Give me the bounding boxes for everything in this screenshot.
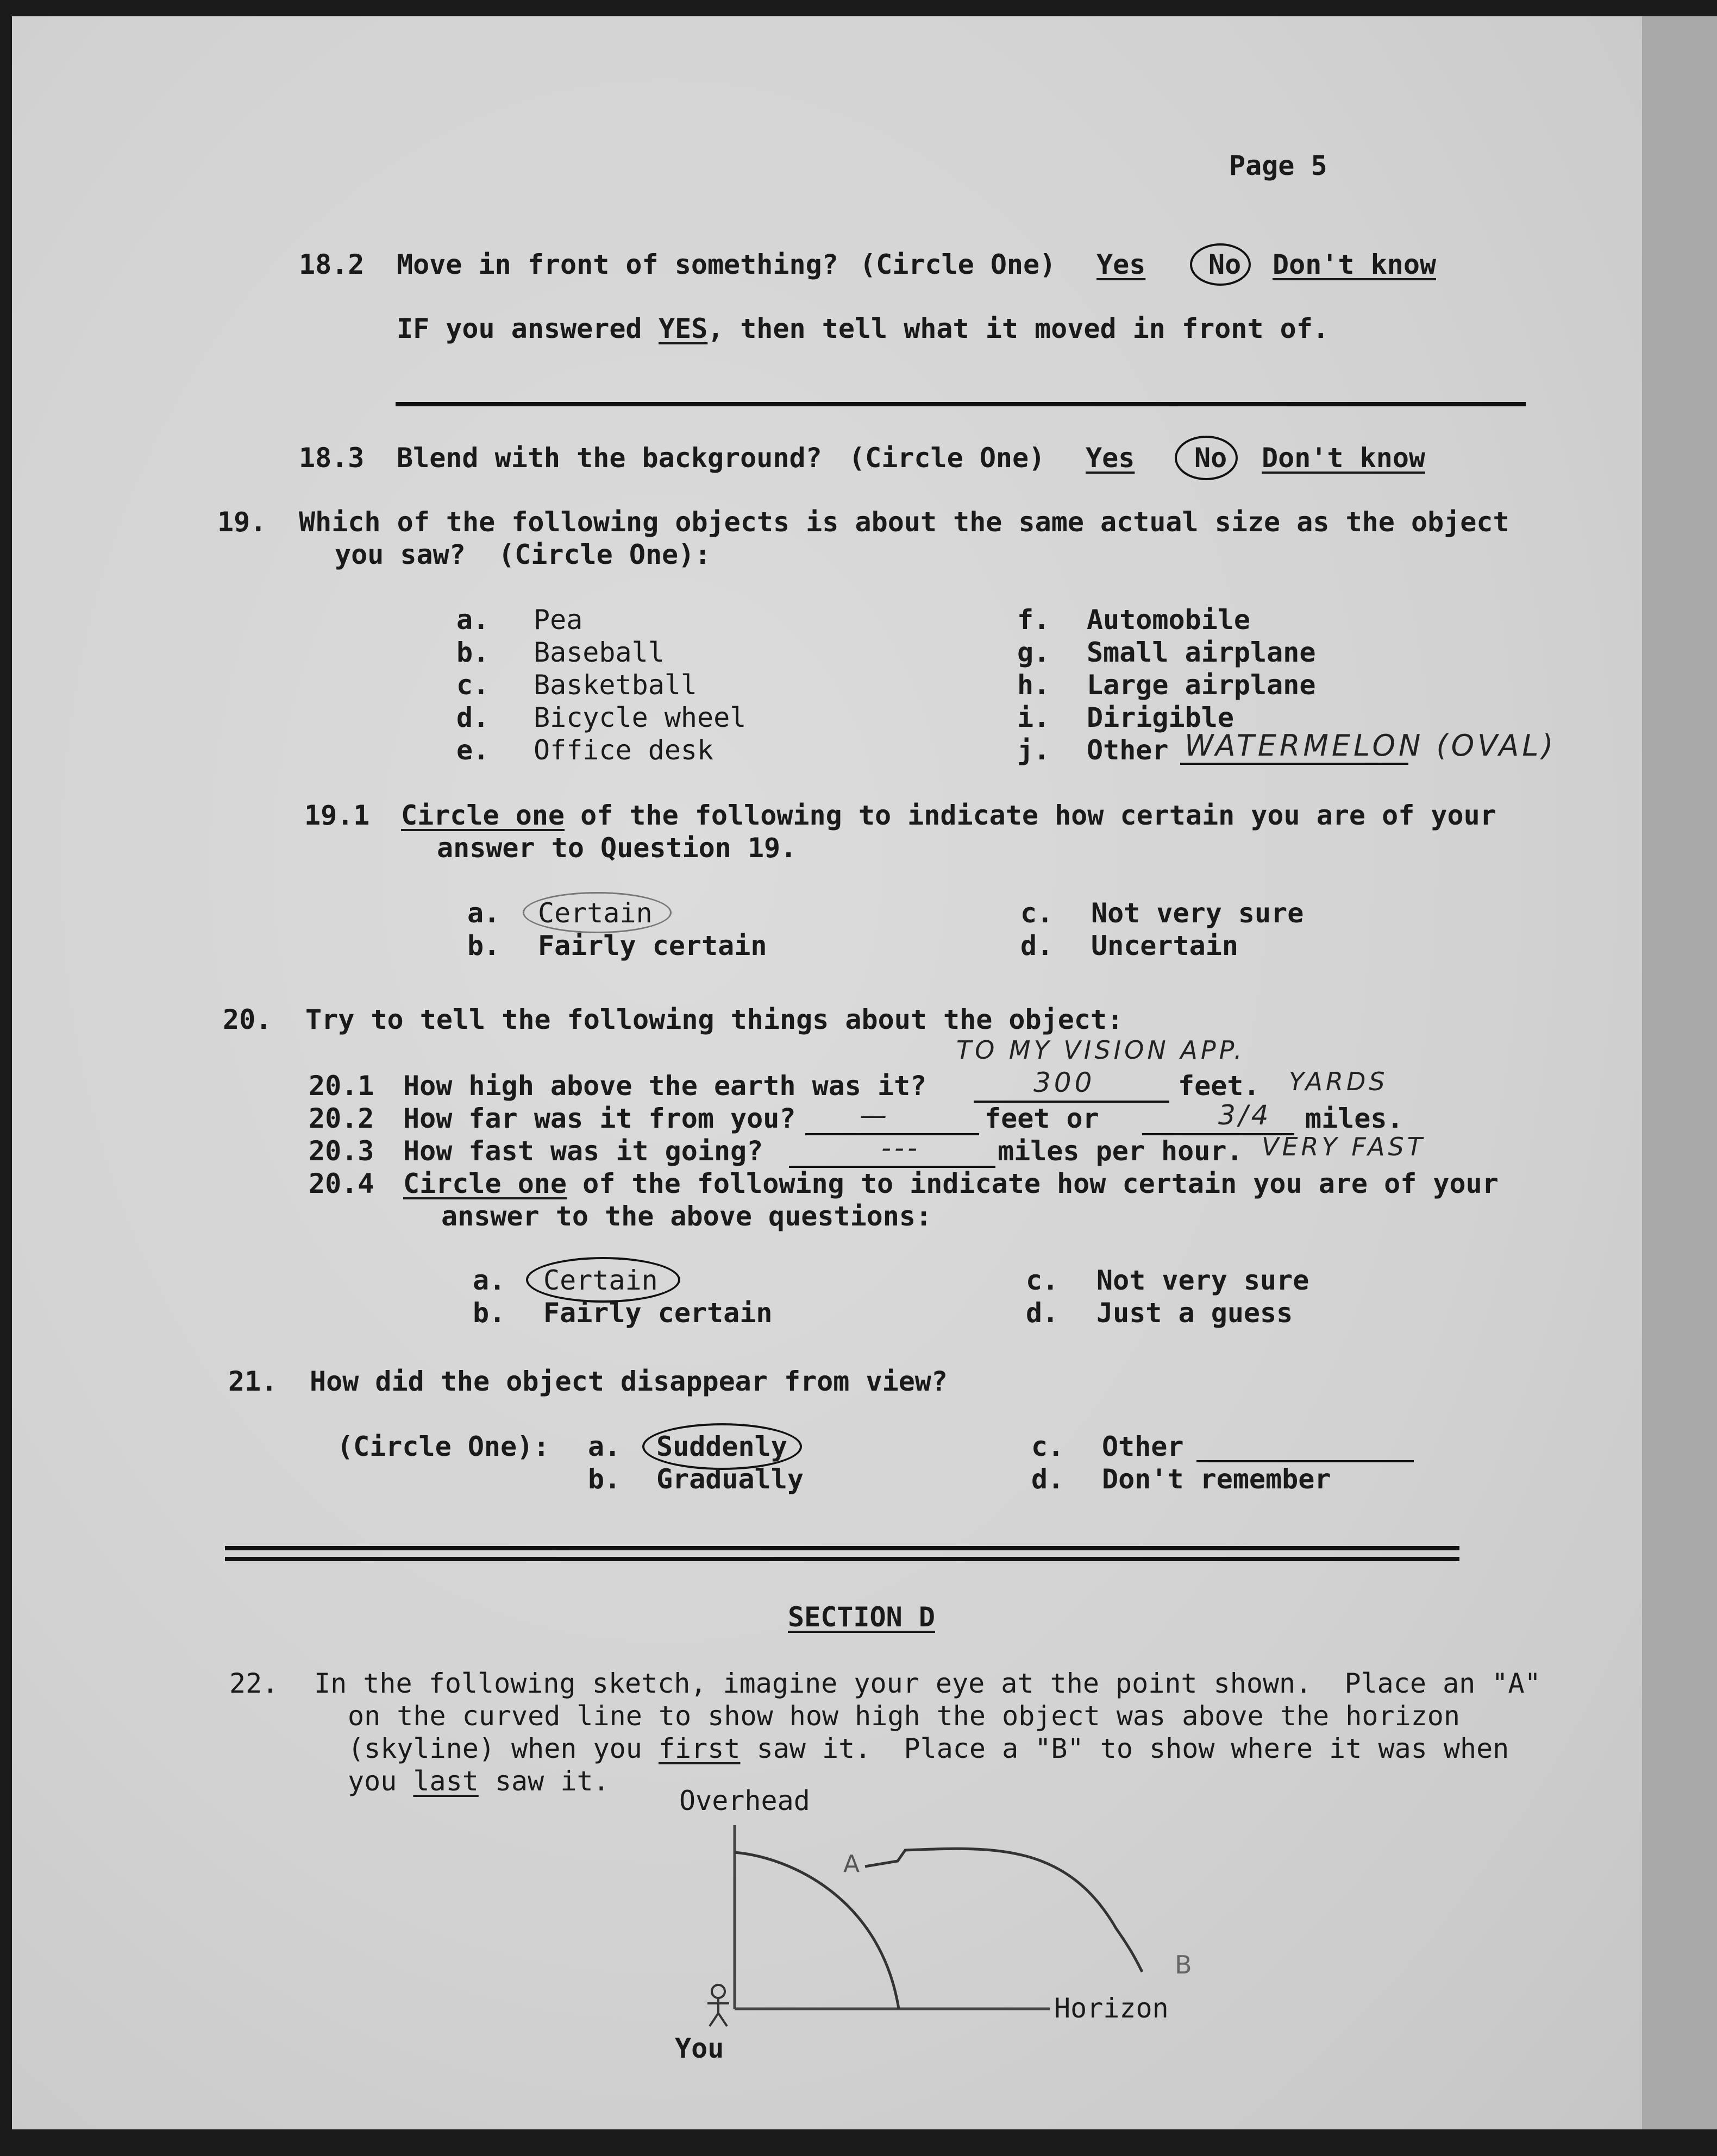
q20-number: 20. <box>223 1004 272 1035</box>
q19-opt-e-letter: e. <box>456 734 490 766</box>
q19-opt-b[interactable]: Baseball <box>534 637 665 668</box>
sketch-label-you: You <box>675 2033 724 2064</box>
q18-3-no[interactable]: No <box>1194 442 1227 474</box>
q18-3-yes[interactable]: Yes <box>1086 442 1135 474</box>
q20-3-number: 20.3 <box>309 1135 374 1167</box>
q19-opt-i[interactable]: Dirigible <box>1087 702 1234 733</box>
q20-3-value[interactable]: --- <box>881 1132 921 1164</box>
q18-3-dontknow[interactable]: Don't know <box>1262 442 1426 474</box>
q19-opt-d[interactable]: Bicycle wheel <box>534 702 747 733</box>
q19-1-number: 19.1 <box>304 800 370 831</box>
sketch-arc-a <box>735 1852 899 2009</box>
q19-1-opt-a[interactable]: Certain <box>538 897 653 929</box>
q18-2-yes[interactable]: Yes <box>1096 249 1146 280</box>
q20-4-opt-d[interactable]: Just a guess <box>1096 1297 1293 1329</box>
q19-opt-g[interactable]: Small airplane <box>1087 637 1316 668</box>
q20-4-opt-a[interactable]: Certain <box>543 1265 658 1296</box>
q18-3-number: 18.3 <box>299 442 365 474</box>
sketch-diagram[interactable] <box>12 16 1642 2129</box>
q20-3-handwritten: VERY FAST <box>1262 1132 1426 1161</box>
q19-opt-c[interactable]: Basketball <box>534 669 698 701</box>
q19-opt-h[interactable]: Large airplane <box>1087 669 1316 701</box>
q20-1-value[interactable]: 300 <box>1033 1067 1095 1098</box>
q18-2-followup-yes: YES <box>659 313 708 344</box>
q19-opt-b-letter: b. <box>456 637 490 668</box>
q20-text: Try to tell the following things about the object: <box>305 1004 1124 1035</box>
q19-opt-j-letter: j. <box>1017 734 1050 766</box>
q21-text: How did the object disappear from view? <box>310 1366 948 1397</box>
q20-handwritten-note: TO MY VISION APP. <box>956 1035 1245 1065</box>
q19-1-opt-c[interactable]: Not very sure <box>1091 897 1304 929</box>
sketch-arc-b <box>865 1849 1142 1972</box>
q22-line1: In the following sketch, imagine your eye at the point shown. Place an "A" <box>314 1668 1541 1699</box>
q20-4-opt-d-letter: d. <box>1026 1297 1059 1329</box>
q21-opt-b-letter: b. <box>588 1463 621 1495</box>
q20-4-circle-one: Circle one <box>403 1168 567 1199</box>
q19-opt-f[interactable]: Automobile <box>1087 604 1251 636</box>
q21-opt-c[interactable]: Other <box>1102 1431 1184 1462</box>
q18-2-dontknow[interactable]: Don't know <box>1273 249 1437 280</box>
q19-1-opt-a-letter: a. <box>467 897 500 929</box>
q20-2-miles-value[interactable]: 3/4 <box>1218 1099 1272 1131</box>
q20-4-line2: answer to the above questions: <box>441 1200 932 1232</box>
q20-2-text: How far was it from you? <box>403 1103 796 1134</box>
q20-1-unit: feet. <box>1178 1070 1260 1102</box>
sketch-eye-figure <box>707 1985 729 2026</box>
q21-instruction: (Circle One): <box>337 1431 550 1462</box>
sketch-label-horizon: Horizon <box>1054 1992 1169 2024</box>
q19-opt-h-letter: h. <box>1017 669 1050 701</box>
q21-opt-d[interactable]: Don't remember <box>1102 1463 1331 1495</box>
sketch-label-overhead: Overhead <box>679 1785 810 1816</box>
q19-1-opt-b[interactable]: Fairly certain <box>538 930 767 961</box>
q21-number: 21. <box>228 1366 278 1397</box>
q19-opt-g-letter: g. <box>1017 637 1050 668</box>
q20-4-opt-b[interactable]: Fairly certain <box>543 1297 773 1329</box>
q18-2-instruction: (Circle One) <box>860 249 1056 280</box>
q19-line1: Which of the following objects is about the same actual size as the object <box>299 506 1509 538</box>
q19-opt-e[interactable]: Office desk <box>534 734 714 766</box>
q18-2-number: 18.2 <box>299 249 365 280</box>
document-page <box>12 16 1642 2129</box>
q20-1-text: How high above the earth was it? <box>403 1070 927 1102</box>
q19-opt-i-letter: i. <box>1017 702 1050 733</box>
q19-opt-j[interactable]: Other <box>1087 734 1169 766</box>
q18-2-question: Move in front of something? <box>397 249 838 280</box>
q19-opt-a[interactable]: Pea <box>534 604 583 636</box>
q22-line2: on the curved line to show how high the object was above the horizon <box>348 1700 1460 1732</box>
q19-1-opt-b-letter: b. <box>467 930 500 961</box>
q18-3-question: Blend with the background? <box>397 442 822 474</box>
q20-4-text: of the following to indicate how certain you are of your <box>566 1168 1499 1199</box>
q20-4-opt-c[interactable]: Not very sure <box>1096 1265 1309 1296</box>
q22-line4: you last saw it. <box>348 1765 610 1797</box>
q22-number: 22. <box>229 1668 279 1699</box>
page-number: Page 5 <box>1229 150 1327 181</box>
q18-2-followup-prefix: IF you answered <box>397 313 642 344</box>
q19-1-line1: of the following to indicate how certain you are of your <box>564 800 1496 831</box>
sketch-mark-a[interactable]: A <box>843 1850 863 1878</box>
q21-opt-a[interactable]: Suddenly <box>656 1431 787 1462</box>
q19-number: 19. <box>217 506 267 538</box>
q20-2-feet-value[interactable]: — <box>860 1099 890 1131</box>
q19-1-circle-one: Circle one <box>401 800 565 831</box>
q20-2-number: 20.2 <box>309 1103 374 1134</box>
q18-3-instruction: (Circle One) <box>849 442 1045 474</box>
q18-2-followup-suffix: , then tell what it moved in front of. <box>707 313 1329 344</box>
q21-opt-d-letter: d. <box>1031 1463 1064 1495</box>
q19-1-opt-d-letter: d. <box>1020 930 1054 961</box>
q20-4-opt-b-letter: b. <box>473 1297 506 1329</box>
q21-opt-b[interactable]: Gradually <box>656 1463 804 1495</box>
q19-opt-c-letter: c. <box>456 669 490 701</box>
q19-1-line2: answer to Question 19. <box>437 832 797 864</box>
q21-opt-c-letter: c. <box>1031 1431 1064 1462</box>
q19-opt-d-letter: d. <box>456 702 490 733</box>
q19-opt-f-letter: f. <box>1017 604 1050 636</box>
q20-3-unit: miles per hour. <box>998 1135 1243 1167</box>
q19-line2: you saw? (Circle One): <box>335 539 711 570</box>
q22-line3: (skyline) when you first saw it. Place a "B" to show where it was when <box>348 1733 1509 1764</box>
q20-4-opt-a-letter: a. <box>473 1265 506 1296</box>
q21-opt-a-letter: a. <box>588 1431 621 1462</box>
q20-3-text: How fast was it going? <box>403 1135 763 1167</box>
q19-opt-a-letter: a. <box>456 604 490 636</box>
q19-1-opt-d[interactable]: Uncertain <box>1091 930 1238 961</box>
q20-2-mid: feet or <box>985 1103 1099 1134</box>
q18-2-no[interactable]: No <box>1208 249 1242 280</box>
q20-4-number: 20.4 <box>309 1168 374 1199</box>
q20-1-handwritten-unit: YARDS <box>1289 1067 1388 1096</box>
section-d-title: SECTION D <box>788 1601 935 1633</box>
q20-1-number: 20.1 <box>309 1070 374 1102</box>
q19-1-opt-c-letter: c. <box>1020 897 1054 929</box>
sketch-mark-b[interactable]: B <box>1175 1950 1195 1979</box>
q19-other-answer[interactable]: WATERMELON (OVAL) <box>1185 728 1557 763</box>
q20-4-opt-c-letter: c. <box>1026 1265 1059 1296</box>
scan-border-right <box>1642 16 1717 2129</box>
q20-2-unit: miles. <box>1305 1103 1403 1134</box>
